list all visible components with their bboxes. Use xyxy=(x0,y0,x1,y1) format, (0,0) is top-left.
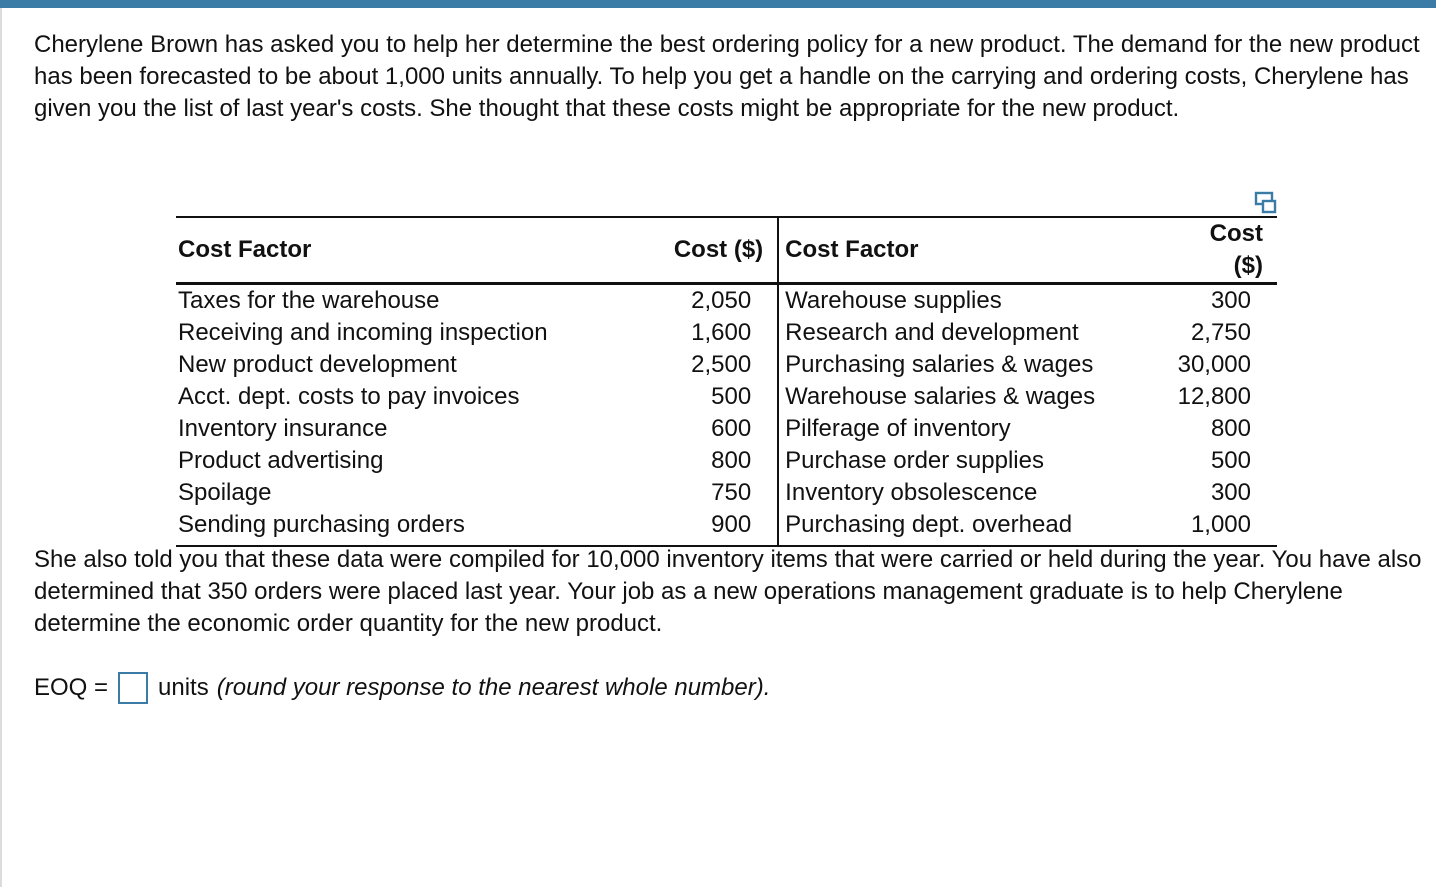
cost-value-cell: 500 xyxy=(1210,447,1251,474)
cost-factor-cell: Inventory obsolescence xyxy=(778,477,1175,509)
header-cost-factor-2: Cost Factor xyxy=(778,217,1175,284)
top-accent-bar xyxy=(0,0,1436,8)
cost-table xyxy=(176,216,1277,547)
cost-factor-cell: Product advertising xyxy=(178,447,384,474)
problem-followup: She also told you that these data were compiled for 10,000 inventory items that were carried or held during the year. You have also determined that 350 orders were placed last year. Your job as a new operations management graduate is to help Cherylene determine the economic order quantity for the new product. xyxy=(34,546,1422,637)
cost-value-cell: 12,800 xyxy=(1177,383,1251,410)
table-header-row xyxy=(176,217,1277,284)
cost-factor-cell: Pilferage of inventory xyxy=(778,413,1175,445)
table-row xyxy=(176,317,1277,349)
table-row xyxy=(176,381,1277,413)
table-row xyxy=(176,477,1277,509)
cost-value-cell: 2,750 xyxy=(1190,319,1251,346)
rounding-instruction: (round your response to the nearest whole number). xyxy=(216,674,771,701)
cost-value-cell: 300 xyxy=(1210,287,1251,314)
cost-factor-cell: Sending purchasing orders xyxy=(178,511,465,538)
cost-value-cell: 2,500 xyxy=(691,351,752,378)
table-row xyxy=(176,445,1277,477)
table-row xyxy=(176,349,1277,381)
table-row xyxy=(176,509,1277,546)
left-border xyxy=(0,8,2,887)
cost-value-cell: 1,600 xyxy=(691,319,752,346)
cost-factor-cell: Warehouse supplies xyxy=(778,284,1175,318)
units-label: units xyxy=(158,674,209,701)
cost-factor-cell: Purchasing dept. overhead xyxy=(778,509,1175,546)
cost-factor-cell: Acct. dept. costs to pay invoices xyxy=(178,383,520,410)
cost-factor-cell: Taxes for the warehouse xyxy=(178,287,440,314)
cost-value-cell: 800 xyxy=(711,447,752,474)
eoq-label: EOQ = xyxy=(34,674,109,701)
cost-value-cell: 800 xyxy=(1210,415,1251,442)
header-cost-1: Cost ($) xyxy=(673,236,764,263)
cost-factor-cell: New product development xyxy=(178,351,457,378)
cost-value-cell: 600 xyxy=(711,415,752,442)
answer-row xyxy=(34,672,770,704)
cost-value-cell: 900 xyxy=(711,511,752,538)
cost-factor-cell: Purchasing salaries & wages xyxy=(778,349,1175,381)
table-row xyxy=(176,413,1277,445)
cost-value-cell: 2,050 xyxy=(691,287,752,314)
cost-factor-cell: Inventory insurance xyxy=(178,415,388,442)
table-row xyxy=(176,284,1277,318)
copy-table-icon[interactable] xyxy=(1253,191,1279,215)
cost-value-cell: 500 xyxy=(711,383,752,410)
cost-factor-cell: Warehouse salaries & wages xyxy=(778,381,1175,413)
cost-factor-cell: Receiving and incoming inspection xyxy=(178,319,548,346)
cost-value-cell: 30,000 xyxy=(1177,351,1251,378)
cost-value-cell: 1,000 xyxy=(1190,511,1251,538)
cost-factor-cell: Purchase order supplies xyxy=(778,445,1175,477)
header-cost-factor-1: Cost Factor xyxy=(178,236,312,263)
header-cost-2: Cost ($) xyxy=(1209,220,1263,279)
cost-factor-cell: Spoilage xyxy=(178,479,272,506)
cost-value-cell: 300 xyxy=(1210,479,1251,506)
cost-value-cell: 750 xyxy=(711,479,752,506)
problem-intro: Cherylene Brown has asked you to help her determine the best ordering policy for a new product. The demand for the new product has been forecasted to be about 1,000 units annually. To help you get a handle on the carrying and ordering costs, Cherylene has given you the list of last year's costs. She thought that these costs might be appropriate for the new product. xyxy=(34,31,1420,122)
cost-factor-cell: Research and development xyxy=(778,317,1175,349)
eoq-answer-input[interactable] xyxy=(118,672,148,704)
